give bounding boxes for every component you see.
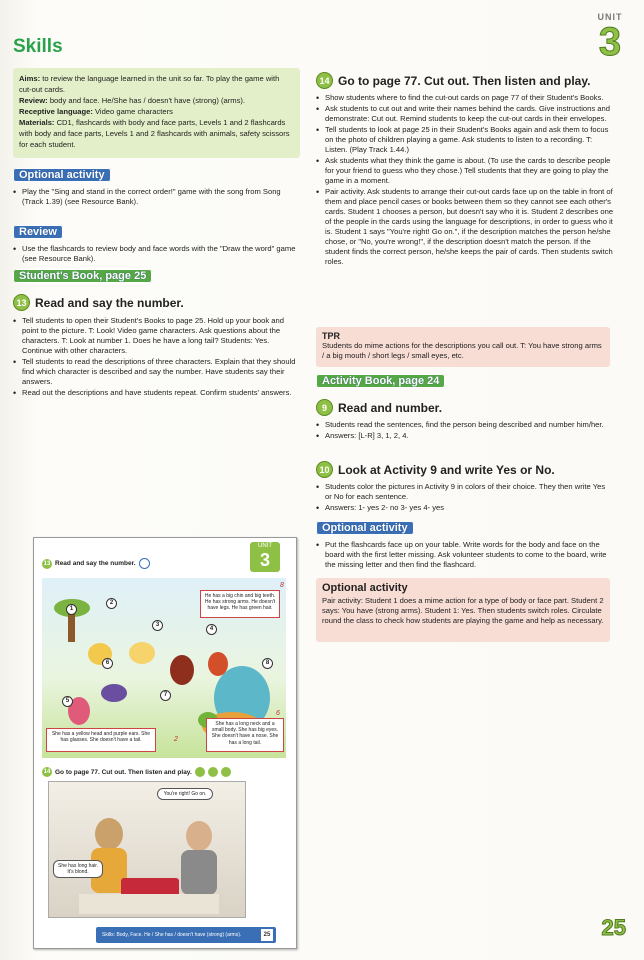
list-item: • Students color the pictures in Activity 9 in colors of their choice. They then write Yes or No for each sentence. — [316, 482, 610, 502]
number-label: 7 — [160, 690, 171, 701]
character-icon — [101, 684, 127, 702]
activity-10-heading — [316, 461, 555, 478]
activity-9-heading — [316, 399, 442, 416]
activity-13-title: Read and say the number. — [35, 295, 184, 310]
list-item: • Pair activity. Ask students to arrange their cut-out cards face up on the table in front of them and place pencil cases or books between them so they cannot see each other's cards. Student 1 chooses a person, but doesn't say who it is. Student 2 describes one of the people in the cards using the language for descriptions, in order to guess who it is. Student 1 says "You're right! Go on.", if the description matches the person he/she chose, or "No, you're wrong!", if the description doesn't match the person. If the student finds the correct person, he/she keeps the pair of cards. Then students switch roles. — [316, 187, 616, 267]
scissors-icon — [195, 767, 205, 777]
thumbnail-unit-badge — [250, 542, 280, 572]
activity-14-title: Go to page 77. Cut out. Then listen and play. — [338, 73, 591, 88]
number-label: 1 — [66, 604, 77, 615]
activity-number-badge: 9 — [316, 399, 333, 416]
activity-number-badge: 10 — [316, 461, 333, 478]
activity-number-badge: 14 — [316, 72, 333, 89]
students-book-thumbnail — [33, 537, 297, 949]
handwritten-answer: 6 — [276, 710, 280, 717]
review-label: Review: — [19, 96, 48, 105]
tpr-title: TPR — [322, 331, 340, 341]
caption-character-6: She has a long neck and a small body. She has big eyes. She doesn't have a nose. She has a long tail. — [206, 718, 284, 752]
activity-13-heading — [13, 294, 184, 311]
activity-book-banner: Activity Book, page 24 — [316, 374, 445, 388]
tpr-box — [316, 327, 610, 367]
aims-box — [13, 68, 300, 158]
children-illustration — [49, 782, 245, 917]
audio-icon — [139, 558, 150, 569]
materials-label: Materials: — [19, 118, 55, 127]
list-item: • Put the flashcards face up on your table. Write words for the body and face on the board with the first letter missing. Ask volunteer students to come to the board, write the missing letter and then find the flashcard. — [316, 540, 610, 570]
review-text: body and face. He/She has / doesn't have (strong) (arms). — [47, 96, 246, 105]
optional-activity-box-title: Optional activity — [322, 582, 408, 594]
unit-number: 3 — [598, 20, 622, 64]
number-label: 8 — [262, 658, 273, 669]
speech-bubble: You're right! Go on. — [157, 788, 213, 800]
optional-activity-box-body: Pair activity: Student 1 does a mime action for a type of body or face part. Student 2 says: You have (strong arms). Student 1: Yes. Then students switch roles. Circulate round the class to check how students are playing the game and help as necessary. — [322, 596, 604, 625]
video-game-scene — [42, 578, 286, 758]
thumbnail-footer — [96, 927, 276, 943]
thumbnail-title-text: Read and say the number. — [55, 560, 136, 567]
list-item: • Ask students what they think the game is about. (To use the cards to describe people for your friend to guess who they chose.) Tell students that they are going to play the game in a moment. — [316, 156, 616, 186]
activity-10-list — [316, 482, 610, 514]
receptive-label: Receptive language: — [19, 107, 93, 116]
page-title: Skills — [13, 36, 63, 57]
list-item: • Answers: 1- yes 2- no 3- yes 4- yes — [316, 503, 610, 513]
optional-activity-box — [316, 578, 610, 642]
activity-13-list — [13, 316, 300, 399]
aims-text: to review the language learned in the unit so far. To play the game with cut-out cards. — [19, 74, 280, 94]
activity-number-badge: 14 — [43, 769, 51, 775]
page-number: 25 — [601, 915, 626, 940]
thumbnail-unit-number: 3 — [259, 550, 270, 570]
character-icon — [170, 655, 194, 685]
list-item: • Tell students to look at page 25 in their Student's Books again and ask them to focus on the photo of children playing a game. Ask students to listen to a recording. T: Listen. (Play Track 1.44.) — [316, 125, 616, 155]
list-item: • Tell students to read the descriptions of three characters. Explain that they should find which character is described and say the number. Have students say their answers. — [13, 357, 300, 387]
activity-number-badge: 13 — [13, 294, 30, 311]
character-icon — [208, 652, 228, 676]
activity-9-title: Read and number. — [338, 400, 443, 415]
number-label: 4 — [206, 624, 217, 635]
optional-activity-banner-2: Optional activity — [316, 521, 414, 535]
activity-number-badge: 13 — [43, 560, 51, 567]
number-label: 2 — [106, 598, 117, 609]
number-label: 6 — [102, 658, 113, 669]
review-list — [13, 244, 300, 265]
optional-activity-banner: Optional activity — [13, 168, 111, 182]
unit-tab — [590, 12, 630, 62]
unit-label: UNIT — [597, 12, 623, 22]
review-banner: Review — [13, 225, 63, 239]
audio-icon — [208, 767, 218, 777]
activity-14-list — [316, 93, 616, 268]
list-item: • Play the "Sing and stand in the correct order!" game with the song from Song (Track 1.39) (see Resource Bank). — [13, 187, 300, 207]
optional-activity-list — [13, 187, 300, 208]
thumbnail-page-number: 25 — [261, 929, 273, 941]
thumbnail-subtitle-text: Go to page 77. Cut out. Then listen and play. — [55, 768, 192, 776]
character-icon — [129, 642, 155, 664]
number-label: 5 — [62, 696, 73, 707]
caption-character-2: She has a yellow head and purple ears. She has glasses. She doesn't have a tail. — [46, 728, 156, 752]
activity-14-heading — [316, 72, 590, 89]
handwritten-answer: 2 — [174, 736, 178, 743]
aims-label: Aims: — [19, 74, 41, 83]
materials-text: CD1, flashcards with body and face parts, Levels 1 and 2 flashcards with body and face parts, Levels 1 and 2 flashcards with animals, safety scissors for each student. — [19, 118, 290, 149]
list-item: • Ask students to cut out and write their names behind the cards. Give instructions and demonstrate: Cut out. Remind students to keep the cut-out cards in their envelopes. — [316, 104, 616, 124]
children-playing-photo — [48, 781, 246, 918]
thumbnail-subtitle — [42, 767, 231, 777]
activity-10-title: Look at Activity 9 and write Yes or No. — [338, 462, 555, 477]
thumbnail-unit-label: UNIT — [258, 543, 272, 549]
list-item: • Tell students to open their Student's Books to page 25. Hold up your book and point to the picture. T: Look! Video game characters. Ask questions about the characters. T: Look at number 1. Does he have a long tail? Students: Yes. Continue with other characters. — [13, 316, 300, 356]
thumbnail-title — [42, 558, 150, 569]
tpr-body: Students do mime actions for the descriptions you call out. T: You have strong arms / a big mouth / short legs / small eyes, etc. — [322, 341, 602, 360]
list-item: • Answers: [L-R] 3, 1, 2, 4. — [316, 431, 610, 441]
list-item: • Use the flashcards to review body and face words with the "Draw the word" game (see Resource Bank). — [13, 244, 300, 264]
receptive-text: Video game characters — [92, 107, 173, 116]
number-label: 3 — [152, 620, 163, 631]
list-item: • Read out the descriptions and have students repeat. Confirm students' answers. — [13, 388, 300, 398]
activity-9-list — [316, 420, 610, 442]
thumbnail-footer-text: Skills: Body, Face. He / She has / doesn't have (strong) (arms). — [102, 932, 242, 938]
students-book-banner: Student's Book, page 25 — [13, 269, 152, 283]
list-item: • Students read the sentences, find the person being described and number him/her. — [316, 420, 610, 430]
speaking-icon — [221, 767, 231, 777]
optional-activity-2-list — [316, 540, 610, 571]
speech-bubble: She has long hair. It's blond. — [53, 860, 103, 878]
list-item: • Show students where to find the cut-out cards on page 77 of their Student's Books. — [316, 93, 616, 103]
caption-character-8: He has a big chin and big teeth. He has strong arms. He doesn't have legs. He has green hair. — [200, 590, 280, 618]
handwritten-answer: 8 — [280, 582, 284, 589]
